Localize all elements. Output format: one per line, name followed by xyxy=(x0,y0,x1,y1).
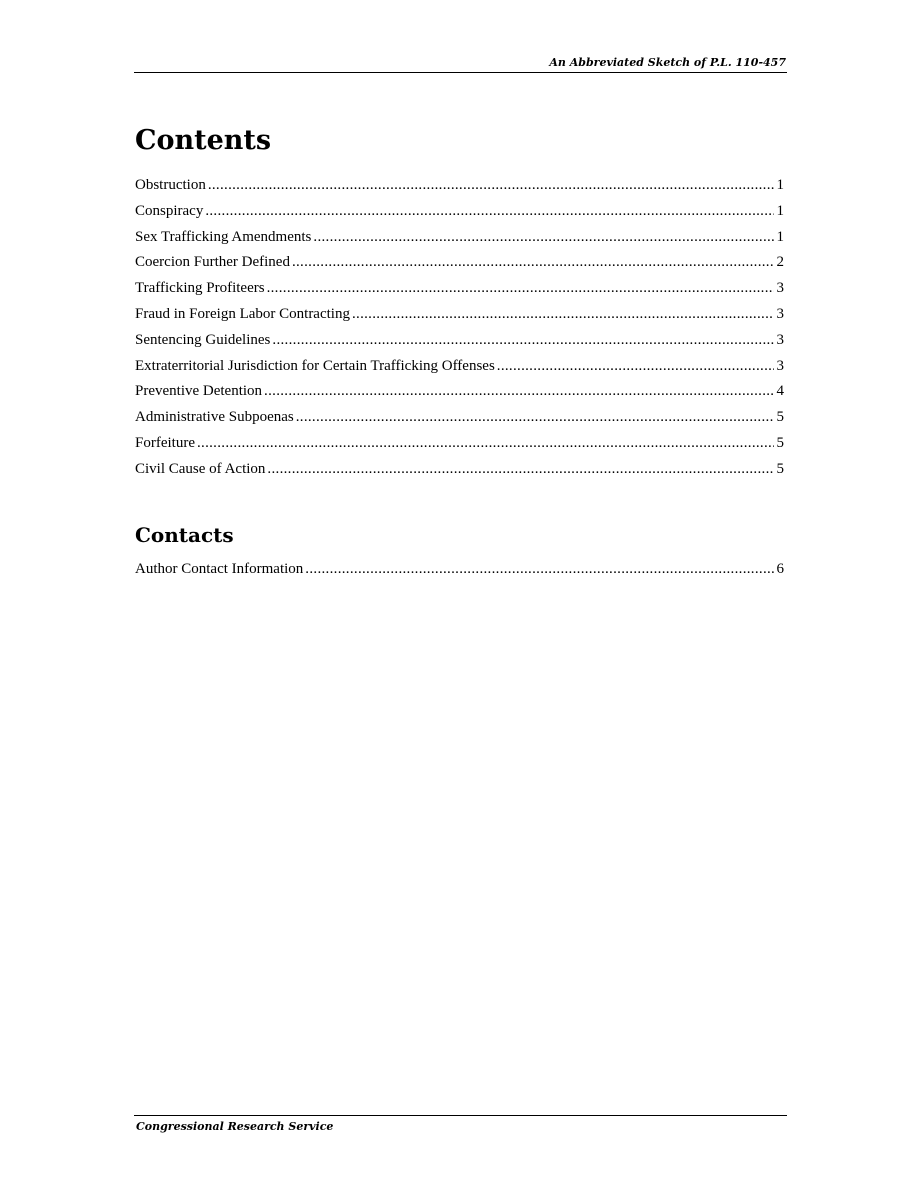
dot-leader xyxy=(264,379,773,405)
toc-entry-page: 3 xyxy=(776,357,784,374)
toc-entry-title: Obstruction xyxy=(135,177,206,193)
dot-leader xyxy=(208,173,774,199)
toc-entry-trafficking-profiteers[interactable] xyxy=(135,276,784,302)
page-header xyxy=(134,56,787,73)
header-title: An Abbreviated Sketch of P.L. 110-457 xyxy=(549,56,786,69)
toc-entry-civil-cause-of-action[interactable] xyxy=(135,457,784,483)
dot-leader xyxy=(292,250,774,276)
dot-leader xyxy=(497,354,774,380)
dot-leader xyxy=(296,405,774,431)
toc-entry-title: Preventive Detention xyxy=(135,383,263,400)
footer-text: Congressional Research Service xyxy=(136,1120,334,1133)
toc-entry-title: Civil Cause of Action xyxy=(135,460,266,477)
contents-heading: Contents xyxy=(135,125,272,156)
dot-leader xyxy=(267,457,773,483)
toc-entry-page: 4 xyxy=(776,383,784,400)
toc-entry-title: Trafficking Profiteers xyxy=(135,280,265,297)
dot-leader xyxy=(352,302,774,328)
toc-entry-preventive-detention[interactable] xyxy=(135,379,784,405)
toc-entry-title: Author Contact Information xyxy=(135,561,304,577)
toc-entry-author-contact-information[interactable] xyxy=(135,557,784,583)
toc-entry-obstruction[interactable] xyxy=(135,173,784,199)
toc-entry-title: Sentencing Guidelines xyxy=(135,331,271,348)
toc-entry-sex-trafficking-amendments[interactable] xyxy=(135,225,784,251)
toc-entry-page: 5 xyxy=(776,434,784,451)
toc-entry-coercion-further-defined[interactable] xyxy=(135,250,784,276)
dot-leader xyxy=(267,276,774,302)
toc-entry-fraud-in-foreign-labor-contracting[interactable] xyxy=(135,302,784,328)
toc-entry-title: Forfeiture xyxy=(135,434,195,451)
toc-entry-forfeiture[interactable] xyxy=(135,431,784,457)
toc-entry-page: 3 xyxy=(776,280,784,297)
toc-entry-page: 2 xyxy=(776,254,784,271)
toc-entry-title: Administrative Subpoenas xyxy=(135,409,294,426)
toc-entry-conspiracy[interactable] xyxy=(135,199,784,225)
dot-leader xyxy=(197,431,774,457)
contents-list xyxy=(135,173,784,483)
toc-entry-page: 1 xyxy=(776,228,784,245)
toc-entry-page: 3 xyxy=(776,305,784,322)
dot-leader xyxy=(313,225,773,251)
contacts-heading: Contacts xyxy=(135,523,234,547)
page-footer xyxy=(134,1115,787,1133)
toc-entry-page: 5 xyxy=(776,460,784,477)
toc-entry-page: 3 xyxy=(776,331,784,348)
dot-leader xyxy=(205,199,773,225)
toc-entry-title: Extraterritorial Jurisdiction for Certain Trafficking Offenses xyxy=(135,357,495,374)
toc-entry-page: 1 xyxy=(776,177,784,193)
toc-entry-page: 1 xyxy=(776,202,784,219)
toc-entry-title: Conspiracy xyxy=(135,202,204,219)
toc-entry-title: Fraud in Foreign Labor Contracting xyxy=(135,305,350,322)
toc-entry-extraterritorial-jurisdiction[interactable] xyxy=(135,354,784,380)
toc-entry-title: Sex Trafficking Amendments xyxy=(135,228,312,245)
toc-entry-administrative-subpoenas[interactable] xyxy=(135,405,784,431)
contacts-list xyxy=(135,557,784,583)
dot-leader xyxy=(305,557,773,583)
toc-entry-page: 6 xyxy=(776,561,784,577)
dot-leader xyxy=(272,328,773,354)
toc-entry-title: Coercion Further Defined xyxy=(135,254,290,271)
toc-entry-page: 5 xyxy=(776,409,784,426)
toc-entry-sentencing-guidelines[interactable] xyxy=(135,328,784,354)
